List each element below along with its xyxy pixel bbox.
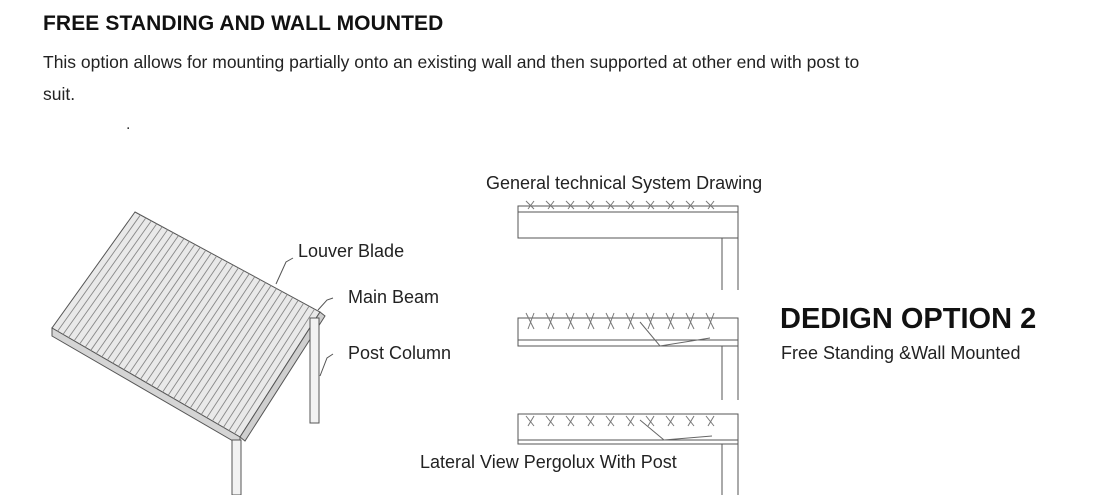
leader-louver-blade — [276, 258, 293, 284]
design-option-subtitle: Free Standing &Wall Mounted — [781, 343, 1021, 363]
elevation-middle — [518, 313, 738, 400]
leader-main-beam — [318, 298, 333, 310]
label-louver-blade: Louver Blade — [298, 241, 405, 261]
post-column-right — [310, 318, 319, 423]
label-lateral-view: Lateral View Pergolux With Post — [420, 452, 677, 472]
post-column-front — [232, 440, 241, 495]
leader-post-column — [320, 354, 333, 376]
design-option-title: DEDIGN OPTION 2 — [780, 303, 1037, 335]
page-heading: FREE STANDING AND WALL MOUNTED — [43, 12, 444, 35]
elevation-top — [518, 201, 738, 290]
bullet-dot: . — [126, 116, 131, 133]
label-main-beam: Main Beam — [348, 287, 440, 307]
label-post-column: Post Column — [348, 343, 452, 363]
isometric-pergola — [52, 212, 333, 495]
label-system-drawing: General technical System Drawing — [486, 173, 763, 193]
intro-paragraph: This option allows for mounting partially onto an existing wall and then supported at other end with post to suit. — [43, 52, 860, 104]
